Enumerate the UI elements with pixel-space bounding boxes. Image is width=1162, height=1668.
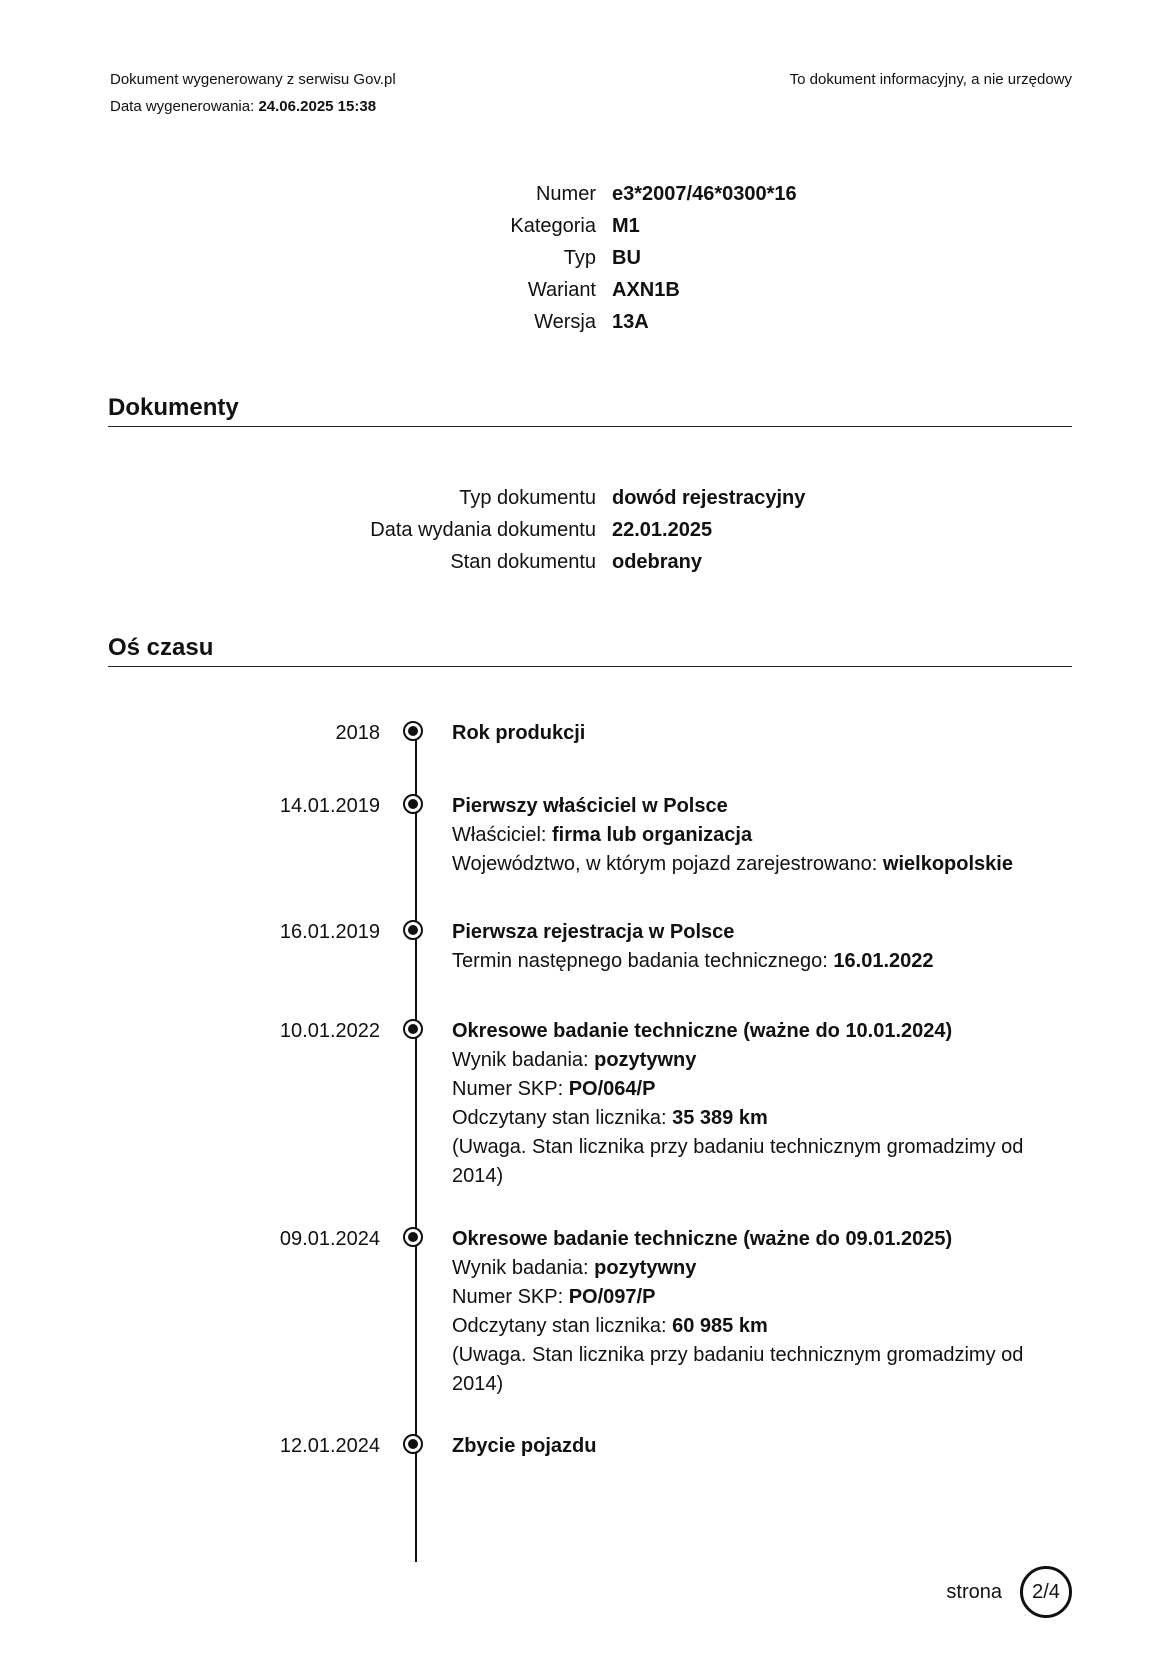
event-detail — [452, 1254, 1032, 1283]
event-title: Okresowe badanie techniczne (ważne do 10.01.2024) — [452, 1020, 953, 1042]
event-date: 09.01.2024 — [279, 1228, 380, 1250]
detail-value: pozytywny — [594, 1049, 697, 1071]
kv-row — [0, 274, 1162, 306]
section-title: Oś czasu — [108, 634, 214, 661]
detail-label: Wynik badania: — [452, 1049, 595, 1071]
kv-label: Numer — [535, 182, 596, 205]
event-body — [452, 918, 1032, 976]
kv-label: Wersja — [534, 310, 596, 333]
detail-label: Wynik badania: — [452, 1257, 595, 1279]
event-detail — [452, 1046, 1032, 1075]
kv-row — [0, 210, 1162, 242]
event-detail — [452, 1283, 1032, 1312]
kv-value: 22.01.2025 — [612, 518, 713, 541]
timeline-section-header — [108, 634, 1072, 667]
kv-row — [0, 306, 1162, 338]
detail-value: pozytywny — [594, 1257, 697, 1279]
event-detail — [452, 1075, 1032, 1104]
event-detail — [452, 1133, 1032, 1191]
detail-label: Województwo, w którym pojazd zarejestrowano: — [452, 853, 883, 875]
section-title: Dokumenty — [108, 394, 239, 421]
event-title: Okresowe badanie techniczne (ważne do 09.01.2025) — [452, 1228, 953, 1250]
timeline-dot-icon — [403, 1434, 423, 1454]
detail-value: wielkopolskie — [882, 853, 1013, 875]
detail-label: Właściciel: — [452, 824, 553, 846]
event-date: 16.01.2019 — [279, 921, 380, 943]
detail-label: Odczytany stan licznika: — [452, 1315, 673, 1337]
event-title: Rok produkcji — [452, 722, 586, 744]
event-date: 10.01.2022 — [279, 1020, 380, 1042]
timeline-dot-icon — [403, 1019, 423, 1039]
event-date: 12.01.2024 — [279, 1435, 380, 1457]
detail-label: (Uwaga. Stan licznika przy badaniu technicznym gromadzimy od 2014) — [452, 1136, 1024, 1187]
detail-value: PO/064/P — [568, 1078, 656, 1100]
event-body — [452, 1225, 1032, 1399]
event-detail — [452, 947, 1032, 976]
event-body — [452, 719, 1032, 748]
event-date: 14.01.2019 — [279, 795, 380, 817]
kv-label: Stan dokumentu — [450, 550, 596, 573]
event-detail — [452, 821, 1032, 850]
kv-row — [0, 482, 1162, 514]
detail-value: firma lub organizacja — [552, 824, 753, 846]
timeline-dot-icon — [403, 1227, 423, 1247]
kv-value: odebrany — [612, 550, 703, 573]
kv-label: Kategoria — [510, 214, 596, 237]
timeline-dot-icon — [403, 920, 423, 940]
page-number-badge: 2/4 — [1020, 1566, 1072, 1618]
kv-value: BU — [612, 246, 641, 269]
kv-value: M1 — [612, 214, 640, 237]
disclaimer-text: To dokument informacyjny, a nie urzędowy — [789, 71, 1072, 88]
detail-label: Numer SKP: — [452, 1078, 569, 1100]
generated-date — [110, 93, 396, 120]
event-detail — [452, 1104, 1032, 1133]
event-detail — [452, 850, 1032, 879]
kv-value: dowód rejestracyjny — [612, 486, 806, 509]
documents-list — [0, 482, 1162, 578]
event-title: Zbycie pojazdu — [452, 1435, 597, 1457]
event-date: 2018 — [335, 722, 380, 744]
kv-value: AXN1B — [612, 278, 680, 301]
kv-value: 13A — [612, 310, 649, 333]
detail-value: PO/097/P — [568, 1286, 656, 1308]
kv-value: e3*2007/46*0300*16 — [612, 182, 797, 205]
detail-value: 35 389 km — [672, 1107, 768, 1129]
detail-label: Numer SKP: — [452, 1286, 569, 1308]
detail-value: 60 985 km — [672, 1315, 768, 1337]
generated-from-text: Dokument wygenerowany z serwisu Gov.pl — [110, 71, 396, 88]
kv-label: Data wydania dokumentu — [370, 518, 596, 541]
event-body — [452, 1017, 1032, 1191]
kv-row — [0, 242, 1162, 274]
event-body — [452, 1432, 1032, 1461]
kv-label: Typ dokumentu — [459, 486, 596, 509]
detail-label: (Uwaga. Stan licznika przy badaniu technicznym gromadzimy od 2014) — [452, 1344, 1024, 1395]
kv-row — [0, 514, 1162, 546]
kv-label: Wariant — [527, 278, 596, 301]
generated-date-value: 24.06.2025 15:38 — [258, 98, 377, 115]
event-detail — [452, 1312, 1032, 1341]
detail-label: Odczytany stan licznika: — [452, 1107, 673, 1129]
kv-row — [0, 546, 1162, 578]
documents-section-header — [108, 394, 1072, 427]
generated-date-label: Data wygenerowania: — [110, 98, 255, 115]
page-header-left — [110, 66, 396, 120]
kv-row — [0, 178, 1162, 210]
page-footer — [946, 1566, 1072, 1618]
event-body — [452, 792, 1032, 879]
detail-label: Termin następnego badania technicznego: — [452, 950, 834, 972]
event-title: Pierwszy właściciel w Polsce — [452, 795, 728, 817]
page-label: strona — [946, 1580, 1002, 1603]
kv-label: Typ — [563, 246, 596, 269]
detail-value: 16.01.2022 — [833, 950, 934, 972]
timeline-dot-icon — [403, 794, 423, 814]
homologation-list — [0, 178, 1162, 338]
timeline-dot-icon — [403, 721, 423, 741]
event-detail — [452, 1341, 1032, 1399]
event-title: Pierwsza rejestracja w Polsce — [452, 921, 735, 943]
